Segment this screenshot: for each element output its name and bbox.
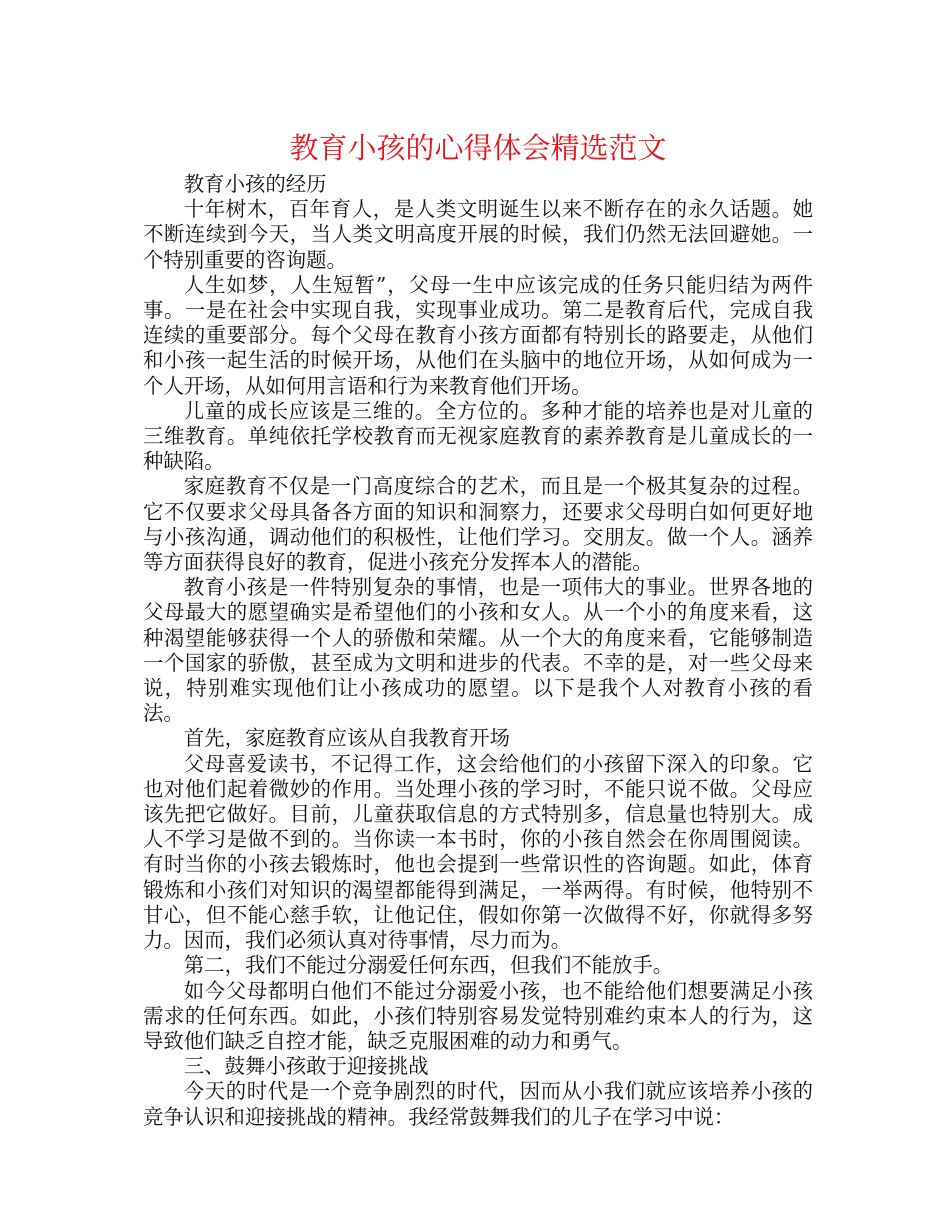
paragraph: 教育小孩是一件特别复杂的事情，也是一项伟大的事业。世界各地的父母最大的愿望确实是希望他们的小孩和女人。从一个小的角度来看，这种渴望能够获得一个人的骄傲和荣耀。从一个大的角度来看，它能够制造一个国家的骄傲，甚至成为文明和进步的代表。不幸的是，对一些父母来说，特别难实现他们让小孩成功的愿望。以下是我个人对教育小孩的看法。 — [143, 575, 813, 726]
paragraph: 人生如梦，人生短暂”，父母一生中应该完成的任务只能归结为两件事。一是在社会中实现自我，实现事业成功。第二是教育后代，完成自我连续的重要部分。每个父母在教育小孩方面都有特别长的路要走，从他们和小孩一起生活的时候开场，从他们在头脑中的地位开场，从如何成为一个人开场，从如何用言语和行为来教育他们开场。 — [143, 272, 813, 398]
paragraph: 家庭教育不仅是一门高度综合的艺术，而且是一个极其复杂的过程。它不仅要求父母具备各方面的知识和洞察力，还要求父母明白如何更好地与小孩沟通，调动他们的积极性，让他们学习。交朋友。做一个人。涵养等方面获得良好的教育，促进小孩充分发挥本人的潜能。 — [143, 474, 813, 575]
document-page — [143, 128, 813, 1130]
section-heading: 教育小孩的经历 — [183, 172, 327, 196]
document-title: 教育小孩的心得体会精选范文 — [289, 131, 667, 165]
paragraph: 如今父母都明白他们不能过分溺爱小孩，也不能给他们想要满足小孩需求的任何东西。如此，小孩们特别容易发觉特别难约束本人的行为，这导致他们缺乏自控才能，缺乏克服困难的动力和勇气。 — [143, 978, 813, 1053]
paragraph: 今天的时代是一个竞争剧烈的时代，因而从小我们就应该培养小孩的竞争认识和迎接挑战的精神。我经常鼓舞我们的儿子在学习中说： — [143, 1079, 813, 1129]
paragraph: 父母喜爱读书，不记得工作，这会给他们的小孩留下深入的印象。它也对他们起着微妙的作用。当处理小孩的学习时，不能只说不做。父母应该先把它做好。目前，儿童获取信息的方式特别多，信息量也特别大。成人不学习是做不到的。当你读一本书时，你的小孩自然会在你周围阅读。有时当你的小孩去锻炼时，他也会提到一些常识性的咨询题。如此，体育锻炼和小孩们对知识的渴望都能得到满足，一举两得。有时候，他特别不甘心，但不能心慈手软，让他记住，假如你第一次做得不好，你就得多努力。因而，我们必须认真对待事情，尽力而为。 — [143, 751, 813, 953]
paragraph: 十年树木，百年育人，是人类文明诞生以来不断存在的永久话题。她不断连续到今天，当人类文明高度开展的时候，我们仍然无法回避她。一个特别重要的咨询题。 — [143, 197, 813, 272]
section-heading: 首先，家庭教育应该从自我教育开场 — [183, 726, 511, 751]
paragraph: 儿童的成长应该是三维的。全方位的。多种才能的培养也是对儿童的三维教育。单纯依托学校教育而无视家庭教育的素养教育是儿童成长的一种缺陷。 — [143, 398, 813, 474]
section-heading: 第二，我们不能过分溺爱任何东西，但我们不能放手。 — [183, 953, 674, 978]
section-heading: 三、鼓舞小孩敢于迎接挑战 — [183, 1054, 429, 1079]
